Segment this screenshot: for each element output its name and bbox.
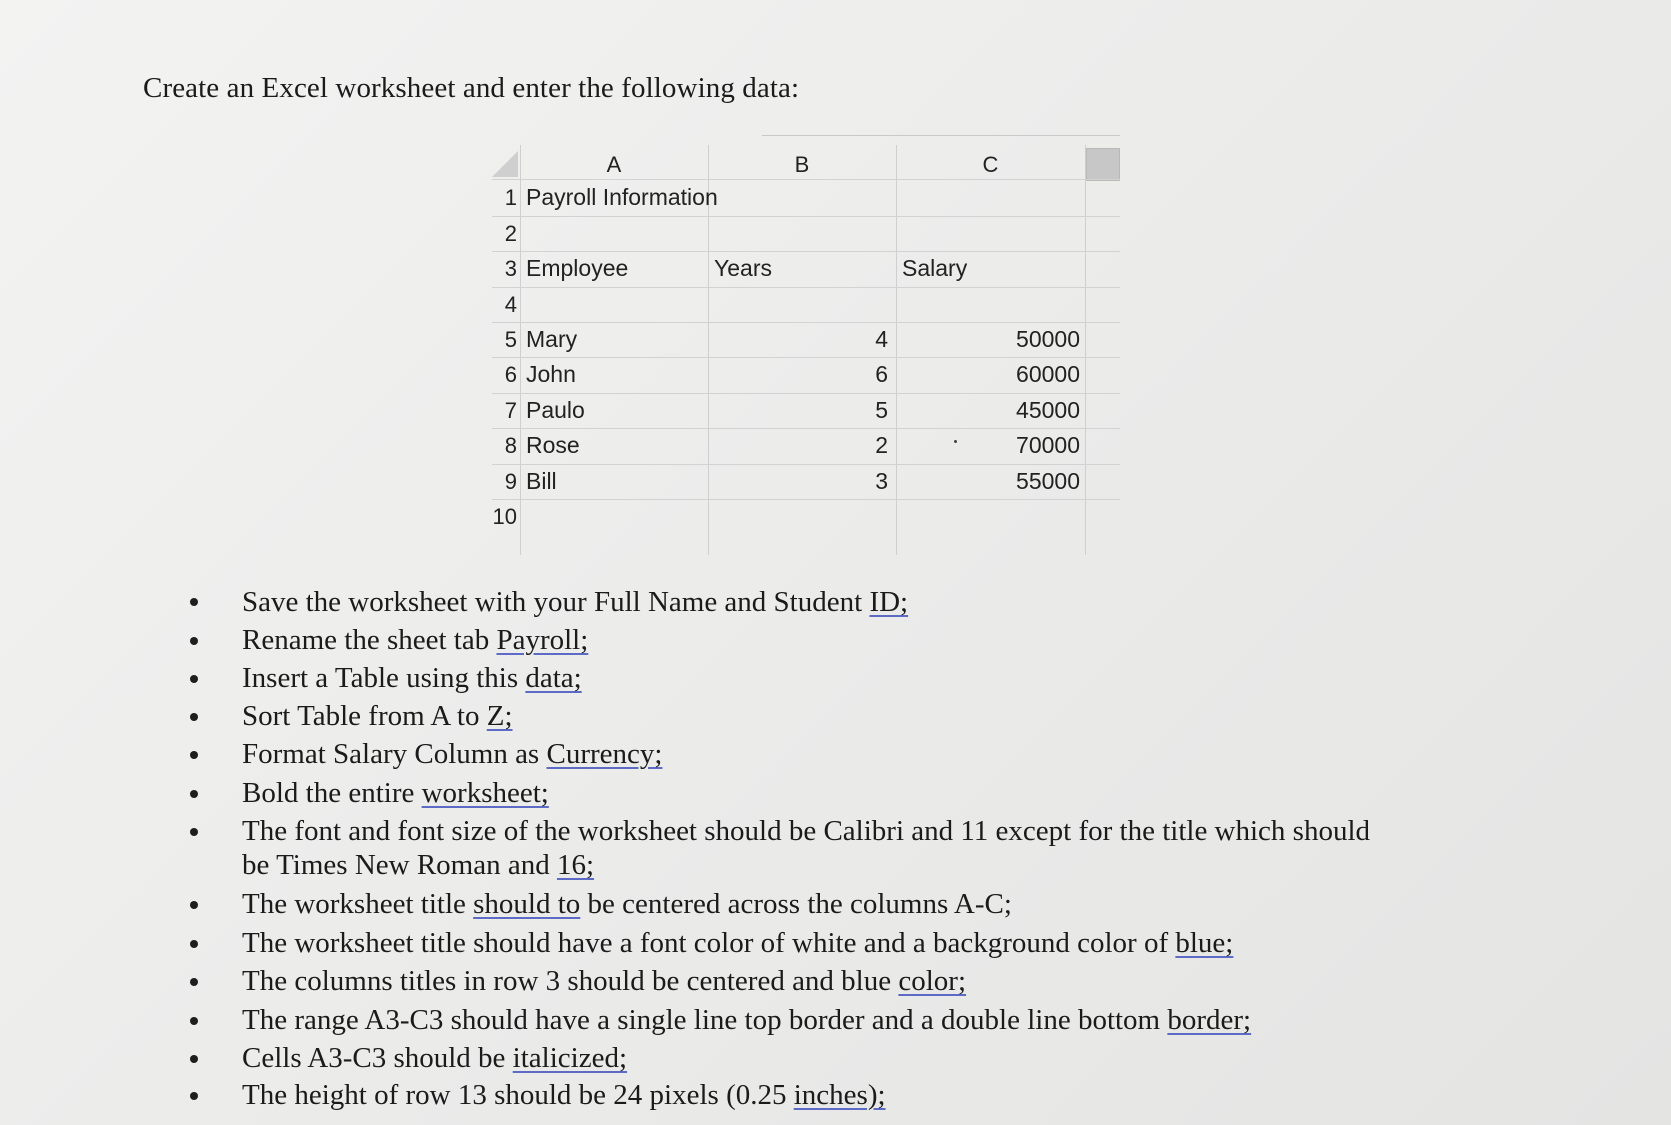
cell-b3-years: Years bbox=[714, 255, 772, 281]
cell-salary: 60000 bbox=[1016, 361, 1080, 387]
instruction-item: Insert a Table using this data; bbox=[242, 662, 582, 694]
cell-years: 4 bbox=[875, 326, 888, 352]
instruction-item: The columns titles in row 3 should be centered and blue color; bbox=[242, 965, 967, 997]
row-number: 7 bbox=[504, 398, 517, 423]
bullet-dot bbox=[190, 598, 198, 606]
row-number: 3 bbox=[504, 256, 517, 281]
column-header-b: B bbox=[794, 152, 810, 177]
bullet-dot bbox=[190, 901, 198, 909]
instruction-item: Cells A3-C3 should be italicized; bbox=[242, 1042, 628, 1074]
instruction-item: Sort Table from A to Z; bbox=[242, 700, 513, 732]
row-number: 1 bbox=[504, 185, 517, 210]
bullet-dot bbox=[190, 1017, 198, 1025]
row-number: 9 bbox=[504, 469, 517, 494]
column-header-c: C bbox=[982, 152, 999, 177]
instruction-item: Bold the entire worksheet; bbox=[242, 777, 549, 809]
bullet-dot bbox=[190, 978, 198, 986]
cell-employee-name: John bbox=[526, 361, 576, 387]
cell-years: 2 bbox=[875, 432, 888, 458]
cell-salary: 55000 bbox=[1016, 468, 1080, 494]
instruction-item: Save the worksheet with your Full Name and Student ID; bbox=[242, 586, 909, 618]
cell-employee-name: Mary bbox=[526, 326, 578, 352]
bullet-dot bbox=[190, 790, 198, 798]
row-number: 2 bbox=[504, 221, 517, 246]
row-number: 8 bbox=[504, 433, 517, 458]
bullet-dot bbox=[190, 751, 198, 759]
instruction-item: The font and font size of the worksheet should be Calibri and 11 except for the title which should be Times New Roman and 16; bbox=[242, 815, 1371, 881]
cell-employee-name: Bill bbox=[526, 468, 557, 494]
cell-employee-name: Rose bbox=[526, 432, 580, 458]
cell-years: 6 bbox=[875, 361, 888, 387]
bullet-dot bbox=[190, 637, 198, 645]
row-number: 4 bbox=[504, 292, 517, 317]
bullet-dot bbox=[190, 713, 198, 721]
bullet-dot bbox=[190, 828, 198, 836]
bullet-dot bbox=[190, 675, 198, 683]
cell-a1-title: Payroll Information bbox=[526, 184, 718, 210]
bullet-dot bbox=[190, 1092, 198, 1100]
instruction-item: The height of row 13 should be 24 pixels (0.25 inches); bbox=[242, 1079, 886, 1111]
cell-years: 5 bbox=[875, 397, 888, 423]
row-number: 6 bbox=[504, 362, 517, 387]
cell-salary: 50000 bbox=[1016, 326, 1080, 352]
cell-a3-employee: Employee bbox=[526, 255, 629, 281]
bullet-dot bbox=[190, 940, 198, 948]
cell-years: 3 bbox=[875, 468, 888, 494]
page-heading: Create an Excel worksheet and enter the following data: bbox=[143, 72, 800, 104]
instruction-item: Rename the sheet tab Payroll; bbox=[242, 624, 589, 656]
instruction-item: The range A3-C3 should have a single line top border and a double line bottom border; bbox=[242, 1004, 1252, 1036]
instruction-item: Format Salary Column as Currency; bbox=[242, 738, 663, 770]
cell-salary: 45000 bbox=[1016, 397, 1080, 423]
instruction-item: The worksheet title should have a font color of white and a background color of blue; bbox=[242, 927, 1234, 959]
column-header-a: A bbox=[606, 152, 622, 177]
row-number: 10 bbox=[492, 504, 517, 529]
cell-salary: 70000 bbox=[1016, 432, 1080, 458]
cell-employee-name: Paulo bbox=[526, 397, 585, 423]
cell-c3-salary: Salary bbox=[902, 255, 968, 281]
instruction-item: The worksheet title should to be centered across the columns A-C; bbox=[242, 888, 1012, 920]
bullet-dot bbox=[190, 1055, 198, 1063]
row-number: 5 bbox=[504, 327, 517, 352]
